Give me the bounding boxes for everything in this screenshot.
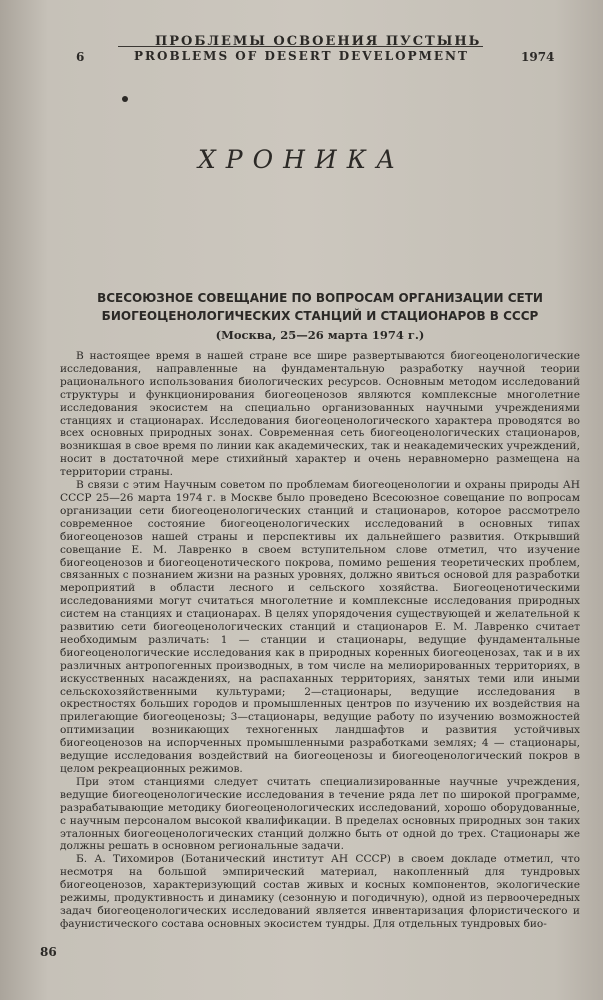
article-subtitle: (Москва, 25—26 марта 1974 г.) xyxy=(215,328,425,342)
article-title-line-1: ВСЕСОЮЗНОЕ СОВЕЩАНИЕ ПО ВОПРОСАМ ОРГАНИЗАЦИИ СЕТИ xyxy=(97,291,543,305)
article-title-line-2: БИОГЕОЦЕНОЛОГИЧЕСКИХ СТАНЦИЙ И СТАЦИОНАРОВ В СССР xyxy=(101,309,539,323)
article-body xyxy=(60,350,580,931)
section-title: ХРОНИКА xyxy=(198,145,405,174)
header-rule xyxy=(118,46,483,47)
journal-title-en: PROBLEMS OF DESERT DEVELOPMENT xyxy=(134,49,469,63)
paragraph: При этом станциями следует считать специализированные научные учреждения, ведущие биогеоценологические исследования в течение ряда лет по широкой программе, разрабатывающие методику биогеоценологических исследований, хорошо оборудованные, с научным персоналом высокой квалификации. В пределах основных природных зон таких эталонных биогеоценологических станций должно быть от одной до трех. Стационары же должны решать в основном региональные задачи. xyxy=(60,775,580,853)
paragraph: Б. А. Тихомиров (Ботанический институт АН СССР) в своем докладе отметил, что несмотря на большой эмпирический материал, накопленный для тундровых биогеоценозов, характеризующий состав живых и косных компонентов, экологические режимы, продуктивность и динамику (сезонную и погодичную), одной из первоочередных задач биогеоценологических исследований является инвентаризация флористического и фаунистического состава основных экосистем тундры. Для отдельных тундровых био- xyxy=(60,853,580,930)
journal-title-ru: ПРОБЛЕМЫ ОСВОЕНИЯ ПУСТЫНЬ xyxy=(155,34,482,49)
ornament-dot xyxy=(122,96,128,102)
page-number: 86 xyxy=(40,945,57,959)
issue-number: 6 xyxy=(76,50,85,64)
issue-year: 1974 xyxy=(521,50,555,64)
paragraph: В настоящее время в нашей стране все шире развертываются биогеоценологические исследования, направленные на фундаментальную разработку научной теории рационального использования биологических ресурсов. Основным методом исследований структуры и функционирования биогеоценозов являются комплексные многолетние исследования экосистем на специально организованных научными учреждениями станциях и стационарах. Исследования биогеоценологического характера проводятся во всех основных природных зонах. Современная сеть биогеоценологических стационаров, возникшая в свое время по линии как академических, так и неакадемических учреждений, носит в достаточной мере стихийный характер и очень неравномерно размещена на территории страны. xyxy=(60,350,580,479)
paragraph: В связи с этим Научным советом по проблемам биогеоценологии и охраны природы АН СССР 25—26 марта 1974 г. в Москве было проведено Всесоюзное совещание по вопросам организации сети биогеоценологических станций и стационаров, которое рассмотрело современное состояние биогеоценологических исследований в основных типах биогеоценозов нашей страны и перспективы их дальнейшего развития. Открывший совещание Е. М. Лавренко в своем вступительном слове отметил, что изучение биогеоценозов и биогеоценотического покрова, помимо решения теоретических проблем, связанных с познанием жизни на разных уровнях, должно явиться основой для разработки мероприятий в области лесного и сельского хозяйства. Биогеоценотическими исследованиями могут считаться многолетние и комплексные исследования природных систем на станциях и стационарах. В целях упорядочения существующей и желательной к развитию сети биогеоценологических станций и стационаров Е. М. Лавренко считает необходимым различать: 1 — станции и стационары, ведущие фундаментальные биогеоценологические исследования как в природных коренных биогеоценозах, так и в их различных антропогенных производных, в том числе на мелиорированных территориях, в искусственных насаждениях, на распаханных территориях, занятых теми или иными сельскохозяйственными культурами; 2—стационары, ведущие исследования в окрестностях больших городов и промышленных центров по изучению их воздействия на прилегающие биогеоценозы; 3—стационары, ведущие работу по изучению возможностей оптимизации возникающих техногенных ландшафтов и развития устойчивых биогеоценозов на испорченных промышленными разработками землях; 4 — стационары, ведущие исследования воздействий на биогеоценозы и биогеоценологический покров в целом рекреационных режимов. xyxy=(60,479,580,775)
